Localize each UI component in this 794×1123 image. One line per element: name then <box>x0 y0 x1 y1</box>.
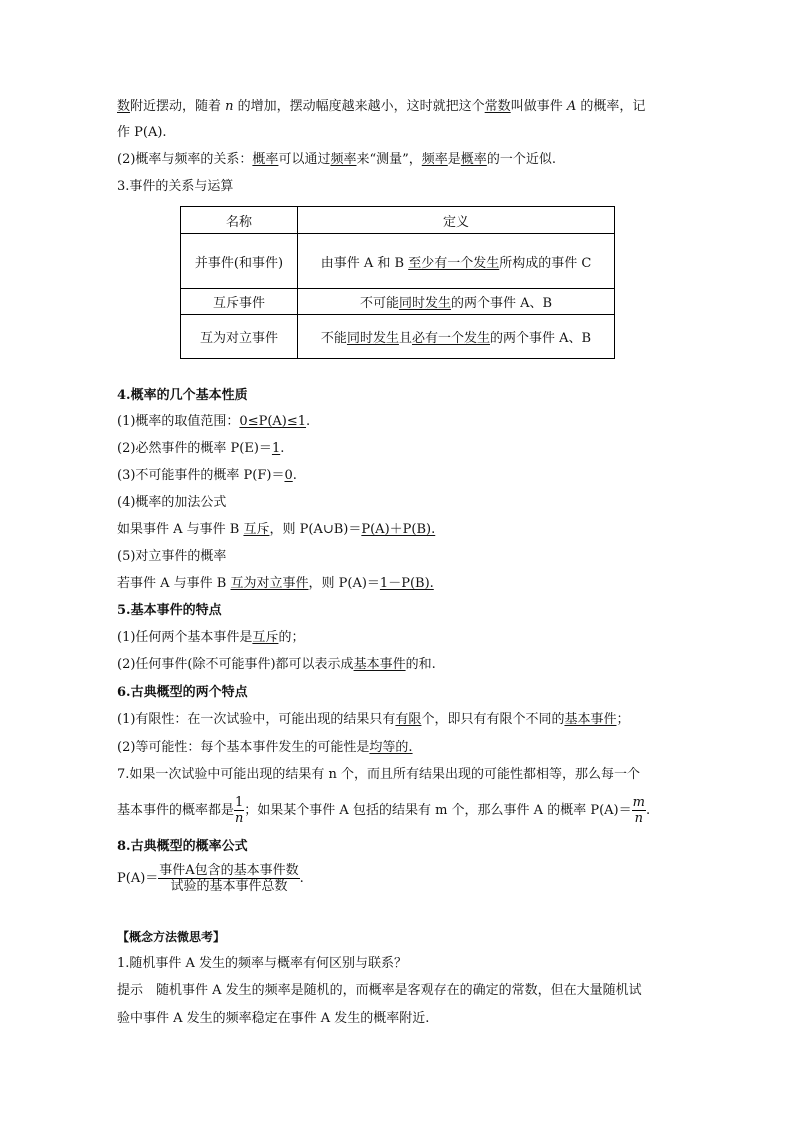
formula-fraction <box>158 863 299 894</box>
event-relations-table <box>180 206 615 359</box>
math-var: A <box>566 99 577 114</box>
table-row <box>181 234 615 289</box>
table-cell <box>298 315 615 359</box>
text: 个，即只有有限个不同的 <box>421 712 565 727</box>
underlined-term: 同时发生 <box>398 296 451 311</box>
concept-question-1: 1.随机事件 A 发生的频率与概率有何区别与联系？ <box>117 956 408 971</box>
concept-answer-line-1: 提示 随机事件 A 发生的频率是随机的，而概率是客观存在的确定的常数，但在大量随机试 <box>117 983 642 998</box>
text: 的一个近似. <box>486 152 556 167</box>
underlined-term: P(A)＋P(B). <box>361 522 436 537</box>
header-cell: 名称 <box>181 207 298 234</box>
table-cell <box>298 234 615 289</box>
text: (1)概率的取值范围： <box>117 414 240 429</box>
text: 的概率，记 <box>576 99 646 114</box>
text: (1)有限性：在一次试验中，可能出现的结果只有 <box>117 712 396 727</box>
section-6-title: 6.古典概型的两个特点 <box>117 685 248 700</box>
underlined-term: 互斥 <box>252 630 279 645</box>
feature-1 <box>117 629 304 647</box>
fraction-m-over-n <box>632 795 646 826</box>
classic-feature-2 <box>117 739 413 757</box>
header-cell: 定义 <box>298 207 615 234</box>
table-cell: 并事件(和事件) <box>181 234 298 289</box>
text: 所构成的事件 C <box>499 255 592 271</box>
text: 的两个事件 A、B <box>489 331 592 346</box>
classic-feature-1 <box>117 711 629 729</box>
underlined-term: 0≤P(A)≤1 <box>239 414 307 429</box>
intro-line-3 <box>117 151 556 169</box>
text: 且 <box>398 331 412 346</box>
text: 由事件 A 和 B <box>320 255 409 271</box>
property-5: (5)对立事件的概率 <box>117 549 227 564</box>
text: ，则 P(A∪B)＝ <box>269 522 362 537</box>
text: (2)任何事件(除不可能事件)都可以表示成 <box>117 657 354 672</box>
section-8-title: 8.古典概型的概率公式 <box>117 839 248 854</box>
text: 的； <box>278 630 305 645</box>
underlined-term: 1 <box>271 441 281 456</box>
section-4-title: 4.概率的几个基本性质 <box>117 388 248 403</box>
text: 不能 <box>320 331 347 346</box>
text: (2)必然事件的概率 P(E)＝ <box>117 441 272 456</box>
text: ；如果某个事件 A 包括的结果有 m 个，那么事件 A 的概率 P(A)＝ <box>244 803 632 818</box>
section-3-title: 3.事件的关系与运算 <box>117 179 234 194</box>
underlined-term: 基本事件 <box>353 657 406 672</box>
property-4: (4)概率的加法公式 <box>117 495 227 510</box>
text: ； <box>616 712 630 727</box>
property-4-formula <box>117 521 435 539</box>
text: 基本事件的概率都是 <box>117 803 235 818</box>
table-row <box>181 315 615 359</box>
text: . <box>299 871 304 886</box>
underlined-term: 互为对立事件 <box>230 576 309 591</box>
table-cell: 互斥事件 <box>181 289 298 315</box>
classic-probability-formula <box>117 862 304 896</box>
text: . <box>280 441 285 456</box>
fraction-denominator: 试验的基本事件总数 <box>170 879 288 894</box>
concept-answer-line-2: 验中事件 A 发生的频率稳定在事件 A 发生的概率附近. <box>117 1011 430 1026</box>
intro-line-1 <box>117 98 645 116</box>
underlined-term: 互斥 <box>243 522 270 537</box>
fraction-denominator: n <box>234 811 244 826</box>
property-1 <box>117 413 310 431</box>
text: 是 <box>447 152 461 167</box>
text: 若事件 A 与事件 B <box>117 576 231 591</box>
underlined-term: 频率 <box>330 152 357 167</box>
text: ，则 P(A)＝ <box>308 576 380 591</box>
table-row <box>181 289 615 315</box>
underlined-term: 数 <box>117 99 131 114</box>
table-cell: 互为对立事件 <box>181 315 298 359</box>
text: 可以通过 <box>278 152 331 167</box>
text: (2)等可能性：每个基本事件发生的可能性是 <box>117 740 370 755</box>
text: P(A)＝ <box>117 871 159 886</box>
text: 不可能 <box>359 296 399 311</box>
property-3 <box>117 467 297 485</box>
underlined-term: 概率 <box>252 152 279 167</box>
table-cell <box>298 289 615 315</box>
property-2 <box>117 440 284 458</box>
text: 来“测量”， <box>356 152 422 167</box>
text: (3)不可能事件的概率 P(F)＝ <box>117 468 285 483</box>
fraction-denominator: n <box>634 811 643 826</box>
property-5-formula <box>117 575 434 593</box>
text: (2)概率与频率的关系： <box>117 152 253 167</box>
underlined-term: 1－P(B). <box>379 576 434 591</box>
section-7-line-1: 7.如果一次试验中可能出现的结果有 n 个，而且所有结果出现的可能性都相等，那么每一个 <box>117 767 641 782</box>
section-5-title: 5.基本事件的特点 <box>117 603 222 618</box>
text: 的增加，摆动幅度越来越小，这时就把这个 <box>233 99 485 114</box>
feature-2 <box>117 656 436 674</box>
text: . <box>645 803 651 818</box>
text: . <box>306 414 311 429</box>
concept-title: 【概念方法微思考】 <box>117 930 226 944</box>
fraction-1-over-n <box>234 795 244 826</box>
underlined-term: 0 <box>284 468 293 483</box>
underlined-term: 有限 <box>395 712 422 727</box>
underlined-term: 频率 <box>421 152 448 167</box>
text: 叫做事件 <box>510 99 567 114</box>
underlined-term: 同时发生 <box>346 331 399 346</box>
text: 的和. <box>405 657 436 672</box>
fraction-numerator: m <box>632 795 645 810</box>
underlined-term: 必有一个发生 <box>411 331 490 346</box>
math-var: n <box>225 99 234 114</box>
fraction-numerator: 1 <box>235 795 244 810</box>
text: 的两个事件 A、B <box>450 296 553 311</box>
intro-line-2: 作 P(A). <box>117 125 167 140</box>
underlined-term: 常数 <box>484 99 511 114</box>
underlined-term: 均等的. <box>369 740 413 755</box>
underlined-term: 至少有一个发生 <box>408 255 500 271</box>
section-7-line-2 <box>117 794 650 828</box>
table-header-row <box>181 207 615 234</box>
underlined-term: 基本事件 <box>564 712 617 727</box>
text: . <box>292 468 297 483</box>
fraction-numerator: 事件A包含的基本事件数 <box>159 863 299 878</box>
text: 附近摆动，随着 <box>130 99 226 114</box>
underlined-term: 概率 <box>460 152 487 167</box>
text: (1)任何两个基本事件是 <box>117 630 253 645</box>
text: 如果事件 A 与事件 B <box>117 522 244 537</box>
